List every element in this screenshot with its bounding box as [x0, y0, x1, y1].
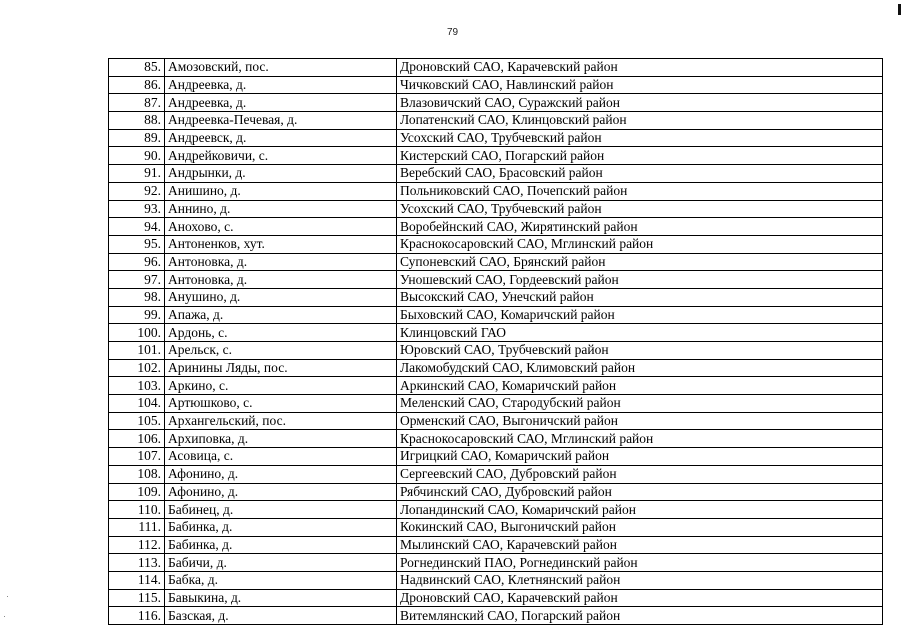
table-row	[109, 501, 883, 519]
settlements-table	[108, 58, 883, 625]
row-number-cell: 93.	[109, 200, 165, 218]
table-row	[109, 342, 883, 360]
settlement-name-cell: Андреевка-Печевая, д.	[165, 112, 397, 130]
administrative-unit-cell: Краснокосаровский САО, Мглинский район	[397, 235, 883, 253]
administrative-unit-cell: Орменский САО, Выгоничский район	[397, 412, 883, 430]
administrative-unit-cell: Уношевский САО, Гордеевский район	[397, 271, 883, 289]
row-number-cell: 103.	[109, 377, 165, 395]
settlement-name-cell: Базская, д.	[165, 607, 397, 625]
administrative-unit-cell: Чичковский САО, Навлинский район	[397, 76, 883, 94]
administrative-unit-cell: Кокинский САО, Выгоничский район	[397, 518, 883, 536]
administrative-unit-cell: Надвинский САО, Клетнянский район	[397, 571, 883, 589]
administrative-unit-cell: Польниковский САО, Почепский район	[397, 182, 883, 200]
row-number-cell: 102.	[109, 359, 165, 377]
row-number-cell: 115.	[109, 589, 165, 607]
row-number-cell: 113.	[109, 554, 165, 572]
row-number-cell: 95.	[109, 235, 165, 253]
settlement-name-cell: Андрейковичи, с.	[165, 147, 397, 165]
settlement-name-cell: Апажа, д.	[165, 306, 397, 324]
row-number-cell: 104.	[109, 395, 165, 413]
table-row	[109, 306, 883, 324]
settlement-name-cell: Бабичи, д.	[165, 554, 397, 572]
table-row	[109, 129, 883, 147]
administrative-unit-cell: Юровский САО, Трубчевский район	[397, 342, 883, 360]
settlement-name-cell: Афонино, д.	[165, 465, 397, 483]
table-row	[109, 235, 883, 253]
administrative-unit-cell: Лопандинский САО, Комаричский район	[397, 501, 883, 519]
settlement-name-cell: Амозовский, пос.	[165, 59, 397, 77]
table-row	[109, 430, 883, 448]
row-number-cell: 100.	[109, 324, 165, 342]
row-number-cell: 90.	[109, 147, 165, 165]
settlement-name-cell: Анушино, д.	[165, 288, 397, 306]
settlement-name-cell: Аринины Ляды, пос.	[165, 359, 397, 377]
table-row	[109, 483, 883, 501]
row-number-cell: 105.	[109, 412, 165, 430]
settlement-name-cell: Артюшково, с.	[165, 395, 397, 413]
table-row	[109, 76, 883, 94]
administrative-unit-cell: Лакомобудский САО, Климовский район	[397, 359, 883, 377]
settlement-name-cell: Андрынки, д.	[165, 165, 397, 183]
row-number-cell: 111.	[109, 518, 165, 536]
administrative-unit-cell: Клинцовский ГАО	[397, 324, 883, 342]
row-number-cell: 91.	[109, 165, 165, 183]
row-number-cell: 97.	[109, 271, 165, 289]
settlement-name-cell: Архиповка, д.	[165, 430, 397, 448]
row-number-cell: 116.	[109, 607, 165, 625]
settlement-name-cell: Антоновка, д.	[165, 253, 397, 271]
row-number-cell: 108.	[109, 465, 165, 483]
settlement-name-cell: Бабинка, д.	[165, 536, 397, 554]
administrative-unit-cell: Кистерский САО, Погарский район	[397, 147, 883, 165]
row-number-cell: 96.	[109, 253, 165, 271]
settlement-name-cell: Анохово, с.	[165, 218, 397, 236]
table-row	[109, 589, 883, 607]
table-row	[109, 147, 883, 165]
settlements-table-body	[109, 59, 883, 625]
table-row	[109, 218, 883, 236]
settlement-name-cell: Андреевск, д.	[165, 129, 397, 147]
table-row	[109, 324, 883, 342]
table-row	[109, 288, 883, 306]
table-row	[109, 271, 883, 289]
administrative-unit-cell: Высокский САО, Унечский район	[397, 288, 883, 306]
administrative-unit-cell: Мылинский САО, Карачевский район	[397, 536, 883, 554]
administrative-unit-cell: Дроновский САО, Карачевский район	[397, 589, 883, 607]
administrative-unit-cell: Сергеевский САО, Дубровский район	[397, 465, 883, 483]
administrative-unit-cell: Краснокосаровский САО, Мглинский район	[397, 430, 883, 448]
table-row	[109, 395, 883, 413]
table-row	[109, 412, 883, 430]
settlement-name-cell: Бабинец, д.	[165, 501, 397, 519]
settlement-name-cell: Афонино, д.	[165, 483, 397, 501]
administrative-unit-cell: Усохский САО, Трубчевский район	[397, 129, 883, 147]
administrative-unit-cell: Лопатенский САО, Клинцовский район	[397, 112, 883, 130]
administrative-unit-cell: Воробейнский САО, Жирятинский район	[397, 218, 883, 236]
administrative-unit-cell: Аркинский САО, Комаричский район	[397, 377, 883, 395]
row-number-cell: 94.	[109, 218, 165, 236]
table-row	[109, 448, 883, 466]
settlement-name-cell: Аркино, с.	[165, 377, 397, 395]
table-row	[109, 607, 883, 625]
settlement-name-cell: Бабинка, д.	[165, 518, 397, 536]
administrative-unit-cell: Витемлянский САО, Погарский район	[397, 607, 883, 625]
settlement-name-cell: Антоненков, хут.	[165, 235, 397, 253]
table-row	[109, 465, 883, 483]
administrative-unit-cell: Влазовичский САО, Суражский район	[397, 94, 883, 112]
settlement-name-cell: Архангельский, пос.	[165, 412, 397, 430]
table-row	[109, 59, 883, 77]
settlement-name-cell: Бабка, д.	[165, 571, 397, 589]
row-number-cell: 92.	[109, 182, 165, 200]
administrative-unit-cell: Супоневский САО, Брянский район	[397, 253, 883, 271]
row-number-cell: 107.	[109, 448, 165, 466]
table-row	[109, 112, 883, 130]
table-row	[109, 554, 883, 572]
row-number-cell: 114.	[109, 571, 165, 589]
table-row	[109, 253, 883, 271]
row-number-cell: 85.	[109, 59, 165, 77]
table-row	[109, 165, 883, 183]
row-number-cell: 110.	[109, 501, 165, 519]
row-number-cell: 101.	[109, 342, 165, 360]
settlement-name-cell: Аннино, д.	[165, 200, 397, 218]
administrative-unit-cell: Усохский САО, Трубчевский район	[397, 200, 883, 218]
row-number-cell: 109.	[109, 483, 165, 501]
settlement-name-cell: Анишино, д.	[165, 182, 397, 200]
table-row	[109, 518, 883, 536]
page-number: 79	[446, 27, 459, 38]
administrative-unit-cell: Рябчинский САО, Дубровский район	[397, 483, 883, 501]
administrative-unit-cell: Веребский САО, Брасовский район	[397, 165, 883, 183]
settlement-name-cell: Андреевка, д.	[165, 76, 397, 94]
table-row	[109, 377, 883, 395]
settlement-name-cell: Арельск, с.	[165, 342, 397, 360]
scan-corner-mark	[898, 4, 901, 15]
settlement-name-cell: Антоновка, д.	[165, 271, 397, 289]
row-number-cell: 112.	[109, 536, 165, 554]
row-number-cell: 88.	[109, 112, 165, 130]
administrative-unit-cell: Рогнединский ПАО, Рогнединский район	[397, 554, 883, 572]
row-number-cell: 89.	[109, 129, 165, 147]
settlement-name-cell: Андреевка, д.	[165, 94, 397, 112]
row-number-cell: 98.	[109, 288, 165, 306]
row-number-cell: 87.	[109, 94, 165, 112]
table-row	[109, 571, 883, 589]
settlement-name-cell: Асовица, с.	[165, 448, 397, 466]
scan-speck	[7, 596, 8, 597]
table-row	[109, 94, 883, 112]
administrative-unit-cell: Дроновский САО, Карачевский район	[397, 59, 883, 77]
table-row	[109, 182, 883, 200]
row-number-cell: 99.	[109, 306, 165, 324]
row-number-cell: 106.	[109, 430, 165, 448]
settlement-name-cell: Бавыкина, д.	[165, 589, 397, 607]
settlement-name-cell: Ардонь, с.	[165, 324, 397, 342]
administrative-unit-cell: Игрицкий САО, Комаричский район	[397, 448, 883, 466]
table-row	[109, 536, 883, 554]
row-number-cell: 86.	[109, 76, 165, 94]
table-row	[109, 359, 883, 377]
scan-speck	[4, 616, 5, 617]
administrative-unit-cell: Меленский САО, Стародубский район	[397, 395, 883, 413]
table-row	[109, 200, 883, 218]
administrative-unit-cell: Быховский САО, Комаричский район	[397, 306, 883, 324]
